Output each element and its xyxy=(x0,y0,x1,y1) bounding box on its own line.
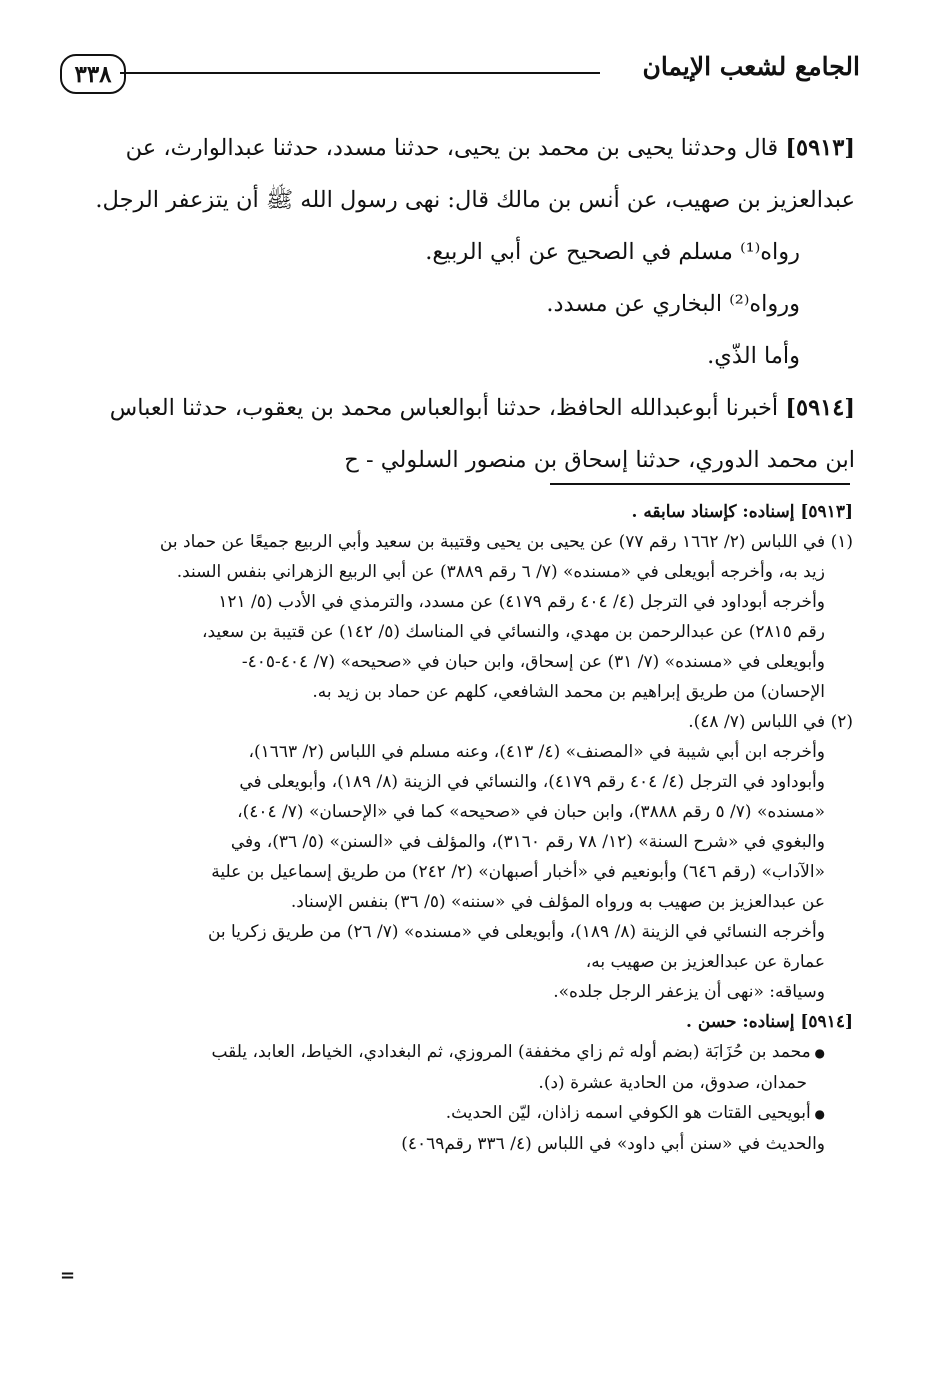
note-2-line: وأخرجه النسائي في الزينة (٨/ ١٨٩)، وأبويعلى في «مسنده» (٧/ ٢٦) من طريق زكريا بن xyxy=(207,922,825,942)
page-number: ٣٣٨ xyxy=(60,54,126,94)
hadith-5914-line-1 xyxy=(70,382,855,434)
bullet-item-continuation: حمدان، صدوق، من الحادية عشرة (د). xyxy=(538,1073,807,1093)
note-2-line: عن عبدالعزيز بن صهيب به ورواه المؤلف في «سننه» (٥/ ٣٦) بنفس الإسناد. xyxy=(290,892,825,912)
bullet-item: ● محمد بن حُزَابَة (بضم أوله ثم زاي مخففة) المروزي، ثم البغدادي، الخياط، العابد، يلقب xyxy=(68,1037,853,1068)
hadith-5914-ref: [٥٩١٤] xyxy=(785,395,855,421)
rawah-muslim: رواه⁽¹⁾ مسلم في الصحيح عن أبي الربيع. xyxy=(425,239,800,265)
note-2-head: (٢) في اللباس (٧/ ٤٨). xyxy=(688,712,853,732)
hadith-5913-text-1: قال وحدثنا يحيى بن محمد بن يحيى، حدثنا مسدد، حدثنا عبدالوارث، عن xyxy=(125,135,779,161)
bullet-item: ● أبويحيى القتات هو الكوفي اسمه زاذان، ليّن الحديث. xyxy=(68,1098,853,1129)
hadith-5913-line-1 xyxy=(70,122,855,174)
note-2-line: وسياقه: «نهى أن يزعفر الرجل جلده». xyxy=(553,982,825,1002)
main-text xyxy=(70,122,855,486)
note-2-line: «مسنده» (٧/ ٥ رقم ٣٨٨٨)، وابن حبان في «صحيحه» كما في «الإحسان» (٧/ ٤٠٤)، xyxy=(237,802,825,822)
continuation-mark: = xyxy=(60,1265,76,1286)
note-1-line: وأخرجه أبوداود في الترجل (٤/ ٤٠٤ رقم ٤١٧٩) عن مسدد، والترمذي في الأدب (٥/ ١٢١ xyxy=(218,592,825,612)
rawah-bukhari: ورواه⁽²⁾ البخاري عن مسدد. xyxy=(546,291,800,317)
note-5913-head: [٥٩١٣] إسناده: كإسناد سابقه . xyxy=(631,502,853,522)
hadith-5914-text-1: أخبرنا أبوعبدالله الحافظ، حدثنا أبوالعباس محمد بن يعقوب، حدثنا العباس xyxy=(109,395,779,421)
note-1-line: وأبويعلى في «مسنده» (٧/ ٣١) عن إسحاق، وابن حبان في «صحيحه» (٧/ ٤٠٤-٤٠٥- xyxy=(241,652,825,672)
note-1-line: (١) في اللباس (٢/ ١٦٦٢ رقم ٧٧) عن يحيى بن يحيى وقتيبة بن سعيد وأبي الربيع جميعًا عن حماد بن xyxy=(159,532,853,552)
running-title: الجامع لشعب الإيمان xyxy=(642,52,860,81)
note-1-line: الإحسان) من طريق إبراهيم بن محمد الشافعي، كلهم عن حماد بن زيد به. xyxy=(312,682,825,702)
page-header xyxy=(60,42,860,102)
hadith-5914-line-2: ابن محمد الدوري، حدثنا إسحاق بن منصور السلولي - ح xyxy=(344,447,855,473)
note-2-line: والبغوي في «شرح السنة» (١٢/ ٧٨ رقم ٣١٦٠)، والمؤلف في «السنن» (٥/ ٣٦)، وفي xyxy=(230,832,825,852)
note-1-line: رقم ٢٨١٥) عن عبدالرحمن بن مهدي، والنسائي في المناسك (٥/ ١٤٢) عن قتيبة بن سعيد، xyxy=(202,622,825,642)
note-1-line: زيد به، وأخرجه أبويعلى في «مسنده» (٧/ ٦ رقم ٣٨٨٩) عن أبي الربيع الزهراني بنفس السند. xyxy=(176,562,825,582)
note-2-line: عمارة عن عبدالعزيز بن صهيب به، xyxy=(585,952,825,972)
hadith-5913-ref: [٥٩١٣] xyxy=(785,135,855,161)
note-2-line: وأخرجه ابن أبي شيبة في «المصنف» (٤/ ٤١٣)، وعنه مسلم في اللباس (٢/ ١٦٦٣)، xyxy=(248,742,825,762)
footnote-divider xyxy=(550,483,850,485)
final-note: والحديث في «سنن أبي داود» في اللباس (٤/ ٣٣٦ رقم٤٠٦٩) xyxy=(401,1134,825,1154)
hadith-5913-line-2: عبدالعزيز بن صهيب، عن أنس بن مالك قال: نهى رسول الله ﷺ أن يتزعفر الرجل. xyxy=(95,187,855,213)
note-2-line: وأبوداود في الترجل (٤/ ٤٠٤ رقم ٤١٧٩)، والنسائي في الزينة (٨/ ١٨٩)، وأبويعلى في xyxy=(239,772,825,792)
note-2-line: «الآداب» (رقم ٦٤٦) وأبونعيم في «أخبار أصبهان» (٢/ ٢٤٢) من طريق إسماعيل بن علية xyxy=(211,862,825,882)
note-5914-head: [٥٩١٤] إسناده: حسن . xyxy=(686,1012,853,1032)
header-rule xyxy=(120,72,600,74)
amma-line: وأما الذّي. xyxy=(707,343,800,369)
footnotes xyxy=(68,497,853,1159)
